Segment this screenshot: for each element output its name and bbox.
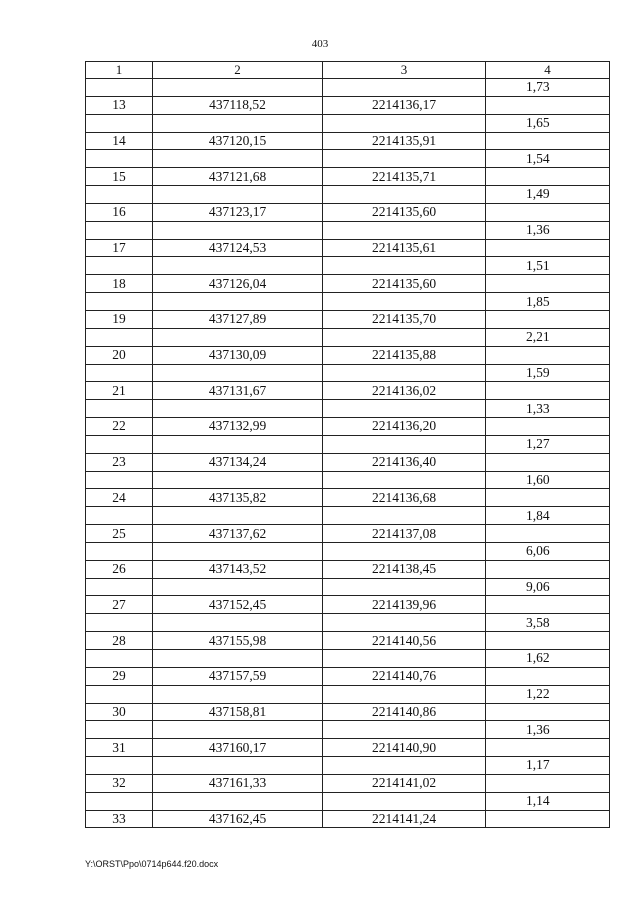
empty-cell — [323, 150, 486, 168]
empty-cell — [86, 471, 153, 489]
x-coordinate-cell: 437160,17 — [153, 739, 323, 757]
point-row — [86, 275, 610, 293]
empty-cell — [86, 650, 153, 668]
empty-cell — [323, 79, 486, 97]
empty-cell — [486, 703, 610, 721]
x-coordinate-cell: 437143,52 — [153, 560, 323, 578]
distance-cell: 1,33 — [486, 400, 610, 418]
distance-row — [86, 328, 610, 346]
distance-cell: 1,17 — [486, 757, 610, 775]
empty-cell — [486, 239, 610, 257]
y-coordinate-cell: 2214140,56 — [323, 632, 486, 650]
empty-cell — [323, 435, 486, 453]
x-coordinate-cell: 437127,89 — [153, 310, 323, 328]
empty-cell — [86, 79, 153, 97]
empty-cell — [86, 792, 153, 810]
empty-cell — [86, 150, 153, 168]
empty-cell — [323, 685, 486, 703]
y-coordinate-cell: 2214135,60 — [323, 203, 486, 221]
header-cell-1: 1 — [86, 62, 153, 79]
empty-cell — [486, 168, 610, 186]
empty-cell — [486, 275, 610, 293]
distance-row — [86, 257, 610, 275]
distance-cell: 1,65 — [486, 114, 610, 132]
point-row — [86, 382, 610, 400]
distance-row — [86, 400, 610, 418]
y-coordinate-cell: 2214135,91 — [323, 132, 486, 150]
x-coordinate-cell: 437155,98 — [153, 632, 323, 650]
distance-cell: 3,58 — [486, 614, 610, 632]
empty-cell — [153, 792, 323, 810]
distance-cell: 1,62 — [486, 650, 610, 668]
empty-cell — [86, 186, 153, 204]
empty-cell — [323, 614, 486, 632]
distance-cell: 1,14 — [486, 792, 610, 810]
point-number-cell: 25 — [86, 525, 153, 543]
distance-row — [86, 650, 610, 668]
empty-cell — [486, 810, 610, 828]
y-coordinate-cell: 2214136,02 — [323, 382, 486, 400]
x-coordinate-cell: 437137,62 — [153, 525, 323, 543]
header-cell-4: 4 — [486, 62, 610, 79]
x-coordinate-cell: 437130,09 — [153, 346, 323, 364]
empty-cell — [153, 150, 323, 168]
empty-cell — [486, 132, 610, 150]
empty-cell — [486, 96, 610, 114]
point-number-cell: 30 — [86, 703, 153, 721]
point-row — [86, 667, 610, 685]
point-number-cell: 28 — [86, 632, 153, 650]
point-row — [86, 96, 610, 114]
point-number-cell: 16 — [86, 203, 153, 221]
x-coordinate-cell: 437123,17 — [153, 203, 323, 221]
distance-cell: 1,59 — [486, 364, 610, 382]
distance-row — [86, 221, 610, 239]
distance-row — [86, 471, 610, 489]
y-coordinate-cell: 2214135,61 — [323, 239, 486, 257]
empty-cell — [153, 757, 323, 775]
point-number-cell: 26 — [86, 560, 153, 578]
empty-cell — [153, 614, 323, 632]
point-number-cell: 23 — [86, 453, 153, 471]
y-coordinate-cell: 2214138,45 — [323, 560, 486, 578]
x-coordinate-cell: 437121,68 — [153, 168, 323, 186]
distance-row — [86, 364, 610, 382]
empty-cell — [486, 632, 610, 650]
point-row — [86, 596, 610, 614]
point-row — [86, 739, 610, 757]
point-row — [86, 418, 610, 436]
distance-row — [86, 150, 610, 168]
empty-cell — [153, 542, 323, 560]
y-coordinate-cell: 2214136,20 — [323, 418, 486, 436]
point-number-cell: 13 — [86, 96, 153, 114]
distance-cell: 1,22 — [486, 685, 610, 703]
x-coordinate-cell: 437131,67 — [153, 382, 323, 400]
x-coordinate-cell: 437132,99 — [153, 418, 323, 436]
distance-cell: 1,73 — [486, 79, 610, 97]
empty-cell — [153, 114, 323, 132]
empty-cell — [323, 650, 486, 668]
point-row — [86, 132, 610, 150]
empty-cell — [323, 364, 486, 382]
point-row — [86, 489, 610, 507]
distance-row — [86, 578, 610, 596]
empty-cell — [86, 757, 153, 775]
empty-cell — [153, 79, 323, 97]
distance-cell: 1,49 — [486, 186, 610, 204]
header-cell-3: 3 — [323, 62, 486, 79]
distance-row — [86, 435, 610, 453]
distance-cell: 1,27 — [486, 435, 610, 453]
empty-cell — [86, 578, 153, 596]
empty-cell — [486, 560, 610, 578]
y-coordinate-cell: 2214136,68 — [323, 489, 486, 507]
empty-cell — [486, 596, 610, 614]
empty-cell — [486, 489, 610, 507]
empty-cell — [486, 667, 610, 685]
empty-cell — [486, 382, 610, 400]
empty-cell — [486, 774, 610, 792]
empty-cell — [323, 114, 486, 132]
empty-cell — [153, 364, 323, 382]
distance-cell: 1,85 — [486, 293, 610, 311]
empty-cell — [323, 542, 486, 560]
header-cell-2: 2 — [153, 62, 323, 79]
empty-cell — [153, 650, 323, 668]
empty-cell — [86, 721, 153, 739]
y-coordinate-cell: 2214140,90 — [323, 739, 486, 757]
x-coordinate-cell: 437158,81 — [153, 703, 323, 721]
y-coordinate-cell: 2214135,60 — [323, 275, 486, 293]
empty-cell — [323, 221, 486, 239]
empty-cell — [86, 221, 153, 239]
empty-cell — [153, 257, 323, 275]
empty-cell — [153, 721, 323, 739]
empty-cell — [86, 507, 153, 525]
empty-cell — [486, 453, 610, 471]
empty-cell — [323, 400, 486, 418]
empty-cell — [323, 293, 486, 311]
y-coordinate-cell: 2214139,96 — [323, 596, 486, 614]
x-coordinate-cell: 437118,52 — [153, 96, 323, 114]
y-coordinate-cell: 2214135,70 — [323, 310, 486, 328]
distance-row — [86, 721, 610, 739]
point-number-cell: 15 — [86, 168, 153, 186]
empty-cell — [323, 757, 486, 775]
point-row — [86, 453, 610, 471]
distance-row — [86, 792, 610, 810]
y-coordinate-cell: 2214135,71 — [323, 168, 486, 186]
distance-row — [86, 507, 610, 525]
point-row — [86, 310, 610, 328]
table-body — [86, 79, 610, 828]
distance-row — [86, 79, 610, 97]
empty-cell — [153, 471, 323, 489]
empty-cell — [86, 614, 153, 632]
empty-cell — [86, 257, 153, 275]
empty-cell — [323, 792, 486, 810]
empty-cell — [486, 525, 610, 543]
empty-cell — [486, 418, 610, 436]
empty-cell — [86, 400, 153, 418]
empty-cell — [486, 346, 610, 364]
distance-row — [86, 114, 610, 132]
point-number-cell: 22 — [86, 418, 153, 436]
point-row — [86, 810, 610, 828]
point-row — [86, 203, 610, 221]
y-coordinate-cell: 2214135,88 — [323, 346, 486, 364]
point-number-cell: 24 — [86, 489, 153, 507]
empty-cell — [86, 364, 153, 382]
distance-cell: 1,36 — [486, 721, 610, 739]
page-number: 403 — [311, 38, 329, 50]
point-number-cell: 31 — [86, 739, 153, 757]
point-row — [86, 560, 610, 578]
point-number-cell: 17 — [86, 239, 153, 257]
empty-cell — [153, 221, 323, 239]
point-number-cell: 20 — [86, 346, 153, 364]
distance-row — [86, 186, 610, 204]
point-row — [86, 168, 610, 186]
distance-row — [86, 542, 610, 560]
y-coordinate-cell: 2214136,40 — [323, 453, 486, 471]
y-coordinate-cell: 2214141,24 — [323, 810, 486, 828]
distance-row — [86, 757, 610, 775]
x-coordinate-cell: 437126,04 — [153, 275, 323, 293]
point-row — [86, 525, 610, 543]
empty-cell — [86, 542, 153, 560]
point-number-cell: 29 — [86, 667, 153, 685]
empty-cell — [486, 310, 610, 328]
point-number-cell: 14 — [86, 132, 153, 150]
point-row — [86, 239, 610, 257]
x-coordinate-cell: 437161,33 — [153, 774, 323, 792]
header-row — [86, 62, 610, 79]
distance-row — [86, 293, 610, 311]
point-row — [86, 632, 610, 650]
y-coordinate-cell: 2214141,02 — [323, 774, 486, 792]
y-coordinate-cell: 2214136,17 — [323, 96, 486, 114]
empty-cell — [153, 685, 323, 703]
point-row — [86, 703, 610, 721]
empty-cell — [153, 328, 323, 346]
distance-cell: 1,51 — [486, 257, 610, 275]
empty-cell — [86, 328, 153, 346]
point-number-cell: 32 — [86, 774, 153, 792]
x-coordinate-cell: 437124,53 — [153, 239, 323, 257]
x-coordinate-cell: 437135,82 — [153, 489, 323, 507]
y-coordinate-cell: 2214140,86 — [323, 703, 486, 721]
coordinates-table — [85, 61, 610, 828]
x-coordinate-cell: 437152,45 — [153, 596, 323, 614]
point-number-cell: 33 — [86, 810, 153, 828]
distance-row — [86, 685, 610, 703]
empty-cell — [486, 739, 610, 757]
empty-cell — [86, 435, 153, 453]
distance-row — [86, 614, 610, 632]
distance-cell: 1,84 — [486, 507, 610, 525]
footer-file-path: Y:\ORST\Ppo\0714p644.f20.docx — [85, 859, 219, 869]
y-coordinate-cell: 2214140,76 — [323, 667, 486, 685]
x-coordinate-cell: 437162,45 — [153, 810, 323, 828]
point-number-cell: 19 — [86, 310, 153, 328]
empty-cell — [323, 257, 486, 275]
point-number-cell: 27 — [86, 596, 153, 614]
empty-cell — [153, 435, 323, 453]
distance-cell: 1,60 — [486, 471, 610, 489]
distance-cell: 1,36 — [486, 221, 610, 239]
empty-cell — [323, 328, 486, 346]
x-coordinate-cell: 437134,24 — [153, 453, 323, 471]
empty-cell — [153, 578, 323, 596]
point-number-cell: 21 — [86, 382, 153, 400]
x-coordinate-cell: 437120,15 — [153, 132, 323, 150]
distance-cell: 2,21 — [486, 328, 610, 346]
empty-cell — [86, 293, 153, 311]
distance-cell: 6,06 — [486, 542, 610, 560]
empty-cell — [153, 293, 323, 311]
point-number-cell: 18 — [86, 275, 153, 293]
empty-cell — [153, 507, 323, 525]
empty-cell — [323, 578, 486, 596]
distance-cell: 1,54 — [486, 150, 610, 168]
distance-cell: 9,06 — [486, 578, 610, 596]
empty-cell — [86, 685, 153, 703]
empty-cell — [86, 114, 153, 132]
empty-cell — [486, 203, 610, 221]
empty-cell — [323, 507, 486, 525]
empty-cell — [323, 471, 486, 489]
empty-cell — [323, 721, 486, 739]
empty-cell — [153, 400, 323, 418]
x-coordinate-cell: 437157,59 — [153, 667, 323, 685]
y-coordinate-cell: 2214137,08 — [323, 525, 486, 543]
point-row — [86, 774, 610, 792]
point-row — [86, 346, 610, 364]
empty-cell — [153, 186, 323, 204]
empty-cell — [323, 186, 486, 204]
